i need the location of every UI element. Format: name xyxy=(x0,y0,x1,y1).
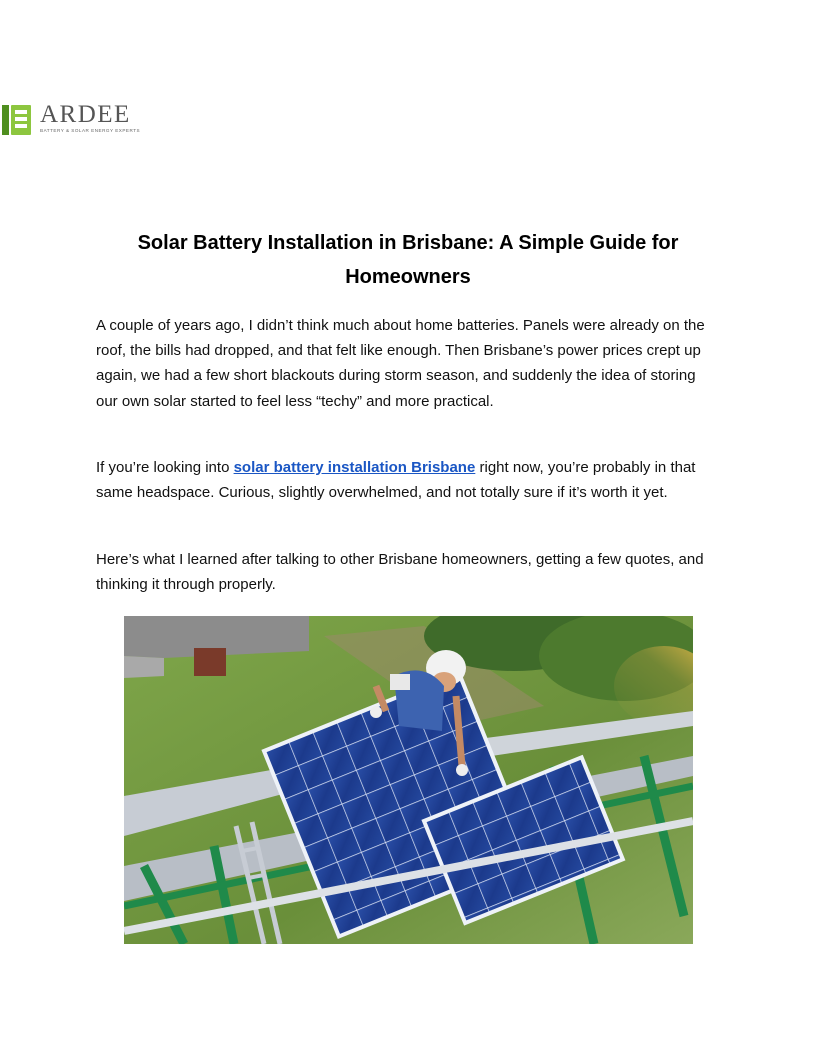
logo-battery-icon xyxy=(2,104,34,136)
paragraph-learned: Here’s what I learned after talking to other Brisbane homeowners, getting a few quotes, and thinking it through properly. xyxy=(96,551,704,594)
paragraph-link-before: If you’re looking into xyxy=(96,459,234,476)
article-title: Solar Battery Installation in Brisbane: A Simple Guide for Homeowners xyxy=(137,232,679,288)
paragraph-link xyxy=(96,455,720,505)
brand-name: ARDEE xyxy=(40,101,131,128)
brand-logo xyxy=(2,101,141,136)
brand-tagline: BATTERY & SOLAR ENERGY EXPERTS xyxy=(40,128,141,133)
paragraph-link-after: right now, you’re probably in that same headspace. Curious, slightly overwhelmed, and not totally sure if it’s worth it yet. xyxy=(96,459,696,502)
solar-installation-photo xyxy=(124,616,693,944)
paragraph-intro: A couple of years ago, I didn’t think much about home batteries. Panels were already on the roof, the bills had dropped, and that felt like enough. Then Brisbane’s power prices crept up again, we had a few short blackouts during storm season, and suddenly the idea of storing our own solar started to feel less “techy” and more practical. xyxy=(96,317,705,410)
solar-battery-link[interactable]: solar battery installation Brisbane xyxy=(233,459,476,476)
